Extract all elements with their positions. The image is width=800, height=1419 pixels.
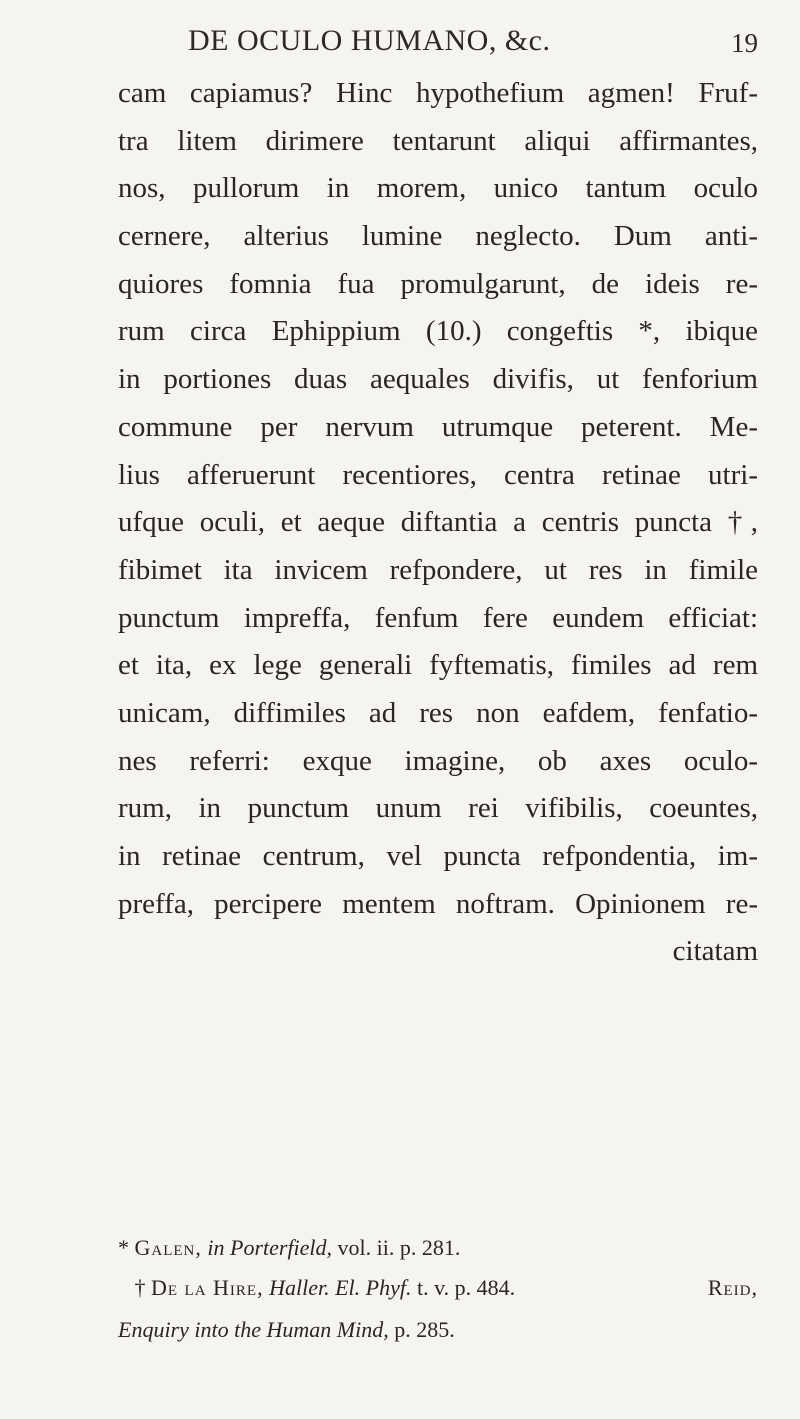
text-line: preffa, percipere mentem noftram. Opinionem re- — [118, 887, 758, 920]
footnote-source: in Porterfield, — [207, 1235, 333, 1260]
footnote-mark: * — [118, 1235, 129, 1260]
footnote-source: Haller. El. Phyf. — [269, 1275, 412, 1300]
footnote-reference: t. v. p. 484. — [416, 1275, 516, 1300]
text-line: cam capiamus? Hinc hypothefium agmen! Fruf- — [118, 77, 758, 109]
running-title: DE OCULO HUMANO, &c. — [188, 24, 551, 57]
running-head — [188, 24, 758, 64]
text-line: in portiones duas aequales divifis, ut fenforium — [118, 363, 758, 396]
text-line: punctum impreffa, fenfum fere eundem efficiat: — [118, 601, 758, 634]
text-line: cernere, alterius lumine neglecto. Dum anti- — [118, 220, 758, 253]
page-number: 19 — [731, 28, 758, 58]
footnote-reference: vol. ii. p. 281. — [337, 1235, 461, 1260]
text-line: rum circa Ephippium (10.) congeftis *, ibique — [118, 315, 758, 348]
footnote-mark: † — [134, 1275, 146, 1300]
text-line: lius afferuerunt recentiores, centra retinae utri- — [118, 458, 758, 491]
footnote-galen — [118, 1235, 758, 1261]
text-line: unicam, diffimiles ad res non eafdem, fenfatio- — [118, 696, 758, 729]
footnote-de-la-hire — [118, 1275, 758, 1301]
text-line: et ita, ex lege generali fyftematis, fimiles ad rem — [118, 649, 758, 682]
footnote-reid — [118, 1317, 758, 1343]
text-line: fibimet ita invicem refpondere, ut res in fimile — [118, 553, 758, 586]
footnote-author: Galen, — [134, 1235, 202, 1260]
text-line: ufque oculi, et aeque diftantia a centris puncta †, — [118, 506, 758, 539]
footnote-author: Reid, — [707, 1275, 758, 1300]
catchword: citatam — [672, 935, 758, 968]
text-line: tra litem dirimere tentarunt aliqui affirmantes, — [118, 124, 758, 157]
text-line: nes referri: exque imagine, ob axes oculo- — [118, 744, 758, 777]
body-text — [118, 70, 758, 976]
footnote-author: De la Hire, — [151, 1275, 264, 1300]
text-line: commune per nervum utrumque peterent. Me- — [118, 410, 758, 443]
text-line: nos, pullorum in morem, unico tantum oculo — [118, 172, 758, 205]
footnote-source: Enquiry into the Human Mind, — [118, 1317, 389, 1342]
text-line: quiores fomnia fua promulgarunt, de ideis re- — [118, 267, 758, 300]
text-line: in retinae centrum, vel puncta refpondentia, im- — [118, 840, 758, 872]
text-line: rum, in punctum unum rei vifibilis, coeuntes, — [118, 792, 758, 825]
footnote-reference: p. 285. — [394, 1317, 455, 1342]
